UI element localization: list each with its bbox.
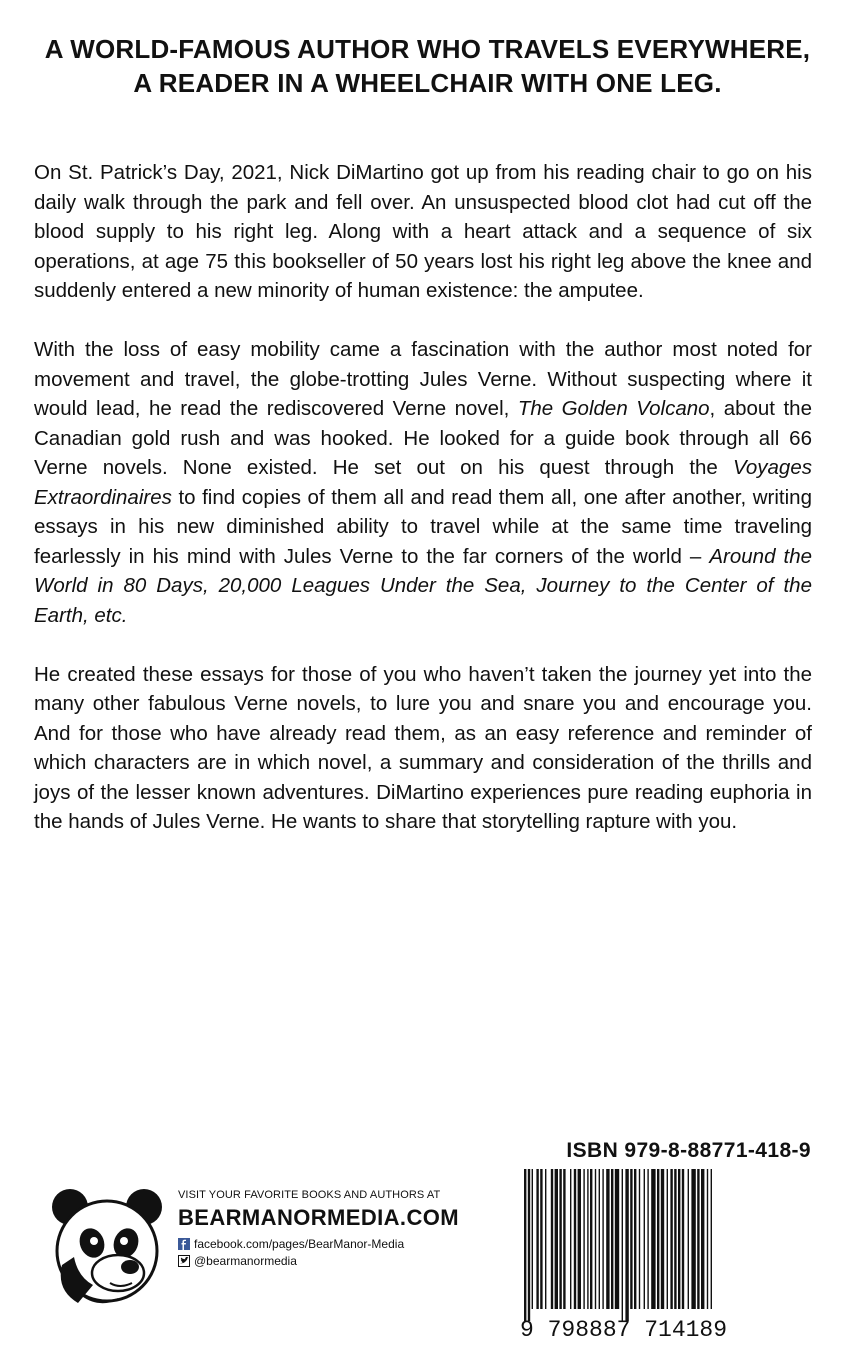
barcode-bar <box>691 1169 695 1309</box>
barcode-bar <box>701 1169 704 1309</box>
barcode-bar <box>559 1169 561 1309</box>
barcode-bar <box>682 1169 684 1309</box>
barcode-bar <box>545 1169 546 1309</box>
twitter-row[interactable] <box>178 1254 498 1268</box>
barcode-bar <box>667 1169 668 1309</box>
barcode-bar <box>540 1169 542 1309</box>
headline <box>0 32 855 100</box>
isbn-label: ISBN 979-8-88771-418-9 <box>566 1139 811 1162</box>
barcode-bar <box>590 1169 592 1309</box>
barcode-bar <box>551 1169 553 1309</box>
paragraph-1 <box>34 158 812 306</box>
barcode-bar <box>670 1169 672 1309</box>
titles-list: Around the World in 80 Days, 20,000 Leagues Under the Sea, Journey to the Center of the Earth, etc. <box>34 544 812 627</box>
barcode-bar <box>657 1169 659 1309</box>
barcode-bar <box>599 1169 600 1309</box>
panda-icon <box>48 1185 166 1310</box>
barcode-bar <box>678 1169 680 1309</box>
paragraph-2-text-c: , about the Canadian gold rush and was hooked. He looked for a guide book through all 66 Verne novels. None existed. He set out on his quest through the <box>34 397 812 479</box>
barcode-bar <box>622 1169 623 1321</box>
barcode-bar <box>630 1169 632 1309</box>
paragraph-2-text-e: to find copies of them all and read them all, one after another, writing essays in his new diminished ability to travel while at the same time traveling fearlessly in his mind with Jules Verne to the far corners of the world – <box>34 485 812 568</box>
barcode-bar <box>578 1169 581 1309</box>
barcode-bar <box>661 1169 664 1309</box>
twitter-icon <box>178 1255 190 1267</box>
paragraph-3 <box>34 660 812 837</box>
barcode-bar <box>615 1169 619 1309</box>
headline-line-1: A WORLD-FAMOUS AUTHOR WHO TRAVELS EVERYWHERE, <box>44 34 811 64</box>
barcode-bar <box>606 1169 609 1309</box>
facebook-text: facebook.com/pages/BearManor-Media <box>194 1237 405 1251</box>
barcode-bar <box>625 1169 628 1321</box>
barcode-bar <box>688 1169 689 1309</box>
barcode-bar <box>639 1169 640 1309</box>
barcode <box>520 1169 780 1329</box>
headline-line-2: A READER IN A WHEELCHAIR WITH ONE LEG. <box>133 68 722 98</box>
title-voyages-extraordinaires: Voyages Extraordinaires <box>34 456 812 509</box>
paragraph-1-text: On St. Patrick’s Day, 2021, Nick DiMartino got up from his reading chair to go on his daily walk through the park and fell over. An unsuspected blood clot had cut off the blood supply to his right leg. Along with a heart attack and a sequence of six operations, at age 75 this bookseller of 50 years lost his right leg above the knee and suddenly entered a new minority of human existence: the amputee. <box>34 161 812 302</box>
isbn-block <box>520 1139 815 1343</box>
visit-text: VISIT YOUR FAVORITE BOOKS AND AUTHORS AT <box>178 1189 441 1201</box>
barcode-bar <box>611 1169 613 1309</box>
twitter-text: @bearmanormedia <box>194 1254 297 1268</box>
publisher-text <box>178 1189 498 1268</box>
barcode-bar <box>528 1169 530 1321</box>
barcode-digits: 9 798887 714189 <box>520 1317 728 1343</box>
barcode-bar <box>570 1169 571 1309</box>
facebook-row[interactable] <box>178 1237 498 1251</box>
barcode-bar <box>536 1169 538 1309</box>
paragraph-2-text-a: With the loss of easy mobility came a fascination with the author most noted for movement and travel, the globe-trotting Jules Verne. Without suspecting where it would lead, he read the rediscovered Verne novel, <box>34 338 812 420</box>
barcode-bar <box>555 1169 558 1309</box>
barcode-bar <box>674 1169 676 1309</box>
barcode-bar <box>707 1169 708 1309</box>
barcode-bar <box>574 1169 576 1309</box>
barcode-bar <box>651 1169 655 1309</box>
barcode-bar <box>587 1169 588 1309</box>
barcode-bar <box>697 1169 699 1309</box>
barcode-bar <box>595 1169 596 1309</box>
paragraph-3-text: He created these essays for those of you who haven’t taken the journey yet into the many other fabulous Verne novels, to lure you and snare you and encourage you. And for those who have already read them, as an easy reference and reminder of which characters are in which novel, a summary and consideration of the thrills and joys of the lesser known adventures. DiMartino experiences pure reading euphoria in the hands of Jules Verne. He wants to share that storytelling rapture with you. <box>34 662 812 833</box>
barcode-bar <box>644 1169 645 1309</box>
barcode-bar <box>563 1169 565 1309</box>
barcode-bar <box>647 1169 648 1309</box>
barcode-bar <box>524 1169 526 1321</box>
title-golden-volcano: The Golden Volcano <box>517 397 710 420</box>
barcode-bar <box>711 1169 712 1309</box>
barcode-bar <box>634 1169 636 1309</box>
paragraph-2 <box>34 335 812 630</box>
blurb <box>34 158 812 866</box>
barcode-bar <box>602 1169 603 1309</box>
barcode-bar <box>583 1169 584 1309</box>
barcode-bar <box>532 1169 533 1309</box>
website-link[interactable]: BEARMANORMEDIA.COM <box>178 1205 459 1230</box>
facebook-icon <box>178 1238 190 1250</box>
